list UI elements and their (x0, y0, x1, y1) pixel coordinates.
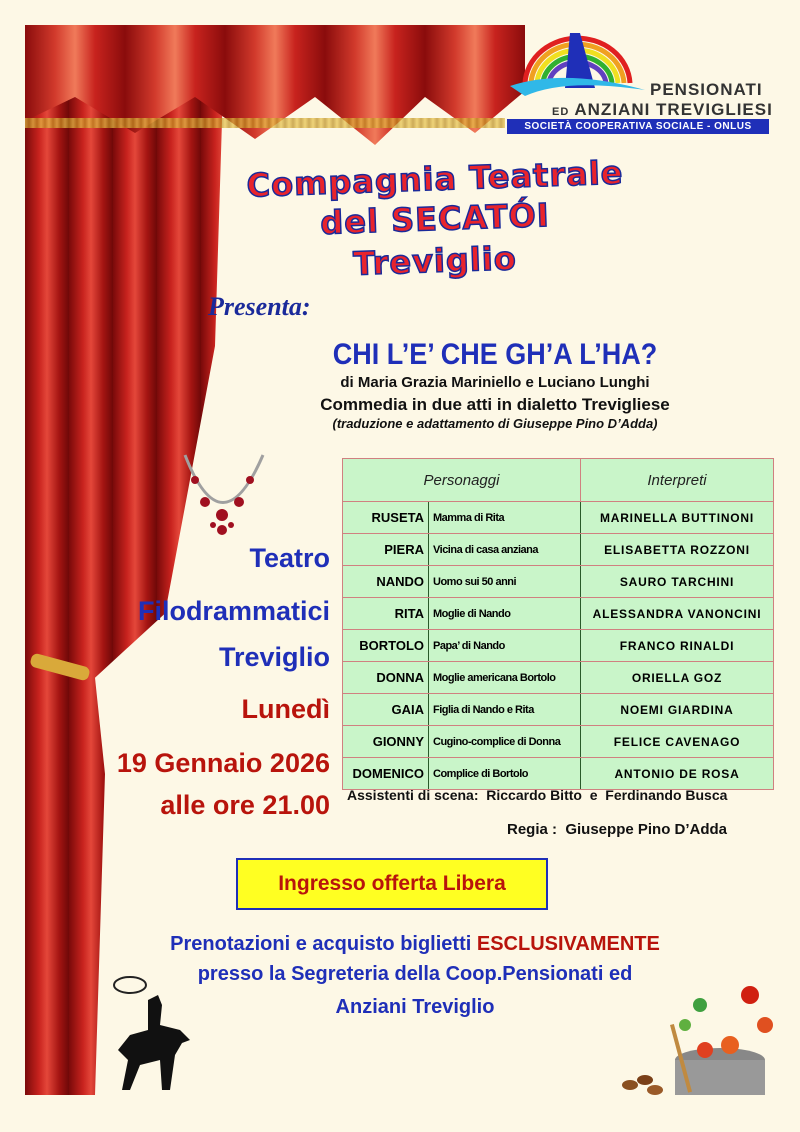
actors-header: Interpreti (581, 459, 774, 502)
character-description: Mamma di Rita (429, 502, 581, 534)
venue-line2: Filodrammatici (137, 596, 330, 626)
company-title-line2: del SECATÓI (319, 196, 551, 242)
cast-row (343, 566, 774, 598)
company-title-line3: Treviglio (352, 239, 518, 283)
venue-line1: Teatro (249, 543, 330, 573)
authors: di Maria Grazia Mariniello e Luciano Lunghi (340, 374, 650, 391)
character-name: GIONNY (343, 726, 429, 758)
character-description: Moglie di Nando (429, 598, 581, 630)
characters-header: Personaggi (343, 459, 581, 502)
genre: Commedia in due atti in dialetto Trevigliese (320, 395, 670, 414)
actor-name: ALESSANDRA VANONCINI (581, 598, 774, 630)
stage-assistants: Assistenti di scena: Riccardo Bitto e Ferdinando Busca (347, 787, 728, 803)
actor-name: FRANCO RINALDI (581, 630, 774, 662)
character-description: Cugino-complice di Donna (429, 726, 581, 758)
character-name: NANDO (343, 566, 429, 598)
cast-row (343, 694, 774, 726)
character-description: Complice di Bortolo (429, 758, 581, 790)
event-date: 19 Gennaio 2026 (116, 748, 330, 778)
cowboy-silhouette-icon (110, 965, 200, 1095)
character-name: DOMENICO (343, 758, 429, 790)
actor-name: FELICE CAVENAGO (581, 726, 774, 758)
booking-line3: Anziani Treviglio (335, 996, 495, 1018)
necklace-icon (175, 440, 270, 545)
director: Regia : Giuseppe Pino D’Adda (507, 821, 728, 838)
actor-name: SAURO TARCHINI (581, 566, 774, 598)
character-name: PIERA (343, 534, 429, 566)
logo-tagline: SOCIETÀ COOPERATIVA SOCIALE - ONLUS (507, 119, 769, 134)
character-name: RITA (343, 598, 429, 630)
character-description: Vicina di casa anziana (429, 534, 581, 566)
cast-row (343, 630, 774, 662)
cast-row (343, 758, 774, 790)
character-name: RUSETA (343, 502, 429, 534)
character-name: BORTOLO (343, 630, 429, 662)
booking-line2: presso la Segreteria della Coop.Pensionati ed (197, 963, 633, 985)
cooking-pot-icon (610, 965, 780, 1105)
actor-name: ORIELLA GOZ (581, 662, 774, 694)
event-day: Lunedì (241, 694, 330, 724)
character-description: Papa’ di Nando (429, 630, 581, 662)
translation-credit: (traduzione e adattamento di Giuseppe Pino D’Adda) (332, 416, 658, 431)
cast-row (343, 662, 774, 694)
logo-line2-prefix: ED (552, 106, 570, 118)
booking-emphasis: ESCLUSIVAMENTE (476, 933, 660, 955)
character-description: Moglie americana Bortolo (429, 662, 581, 694)
rainbow-logo-icon (505, 28, 645, 98)
actor-name: NOEMI GIARDINA (581, 694, 774, 726)
character-name: DONNA (343, 662, 429, 694)
presents-label: Presenta: (208, 292, 311, 321)
cast-row (343, 502, 774, 534)
event-time: alle ore 21.00 (160, 790, 330, 820)
actor-name: ANTONIO DE ROSA (581, 758, 774, 790)
cast-table (342, 458, 774, 790)
character-name: GAIA (343, 694, 429, 726)
show-title: CHI L’E’ CHE GH’A L’HA? (332, 338, 658, 371)
actor-name: ELISABETTA ROZZONI (581, 534, 774, 566)
booking-line1: Prenotazioni e acquisto biglietti (170, 933, 477, 955)
curtain-fringe (25, 118, 505, 128)
logo-line2: ANZIANI TREVIGLIESI (574, 100, 773, 119)
cast-row (343, 534, 774, 566)
cast-row (343, 726, 774, 758)
cast-row (343, 598, 774, 630)
actor-name: MARINELLA BUTTINONI (581, 502, 774, 534)
company-title-line1: Compagnia Teatrale (245, 153, 625, 205)
venue-line3: Treviglio (218, 642, 330, 672)
logo-line1: PENSIONATI (650, 80, 763, 99)
character-description: Uomo sui 50 anni (429, 566, 581, 598)
character-description: Figlia di Nando e Rita (429, 694, 581, 726)
entry-notice: Ingresso offerta Libera (236, 858, 548, 910)
